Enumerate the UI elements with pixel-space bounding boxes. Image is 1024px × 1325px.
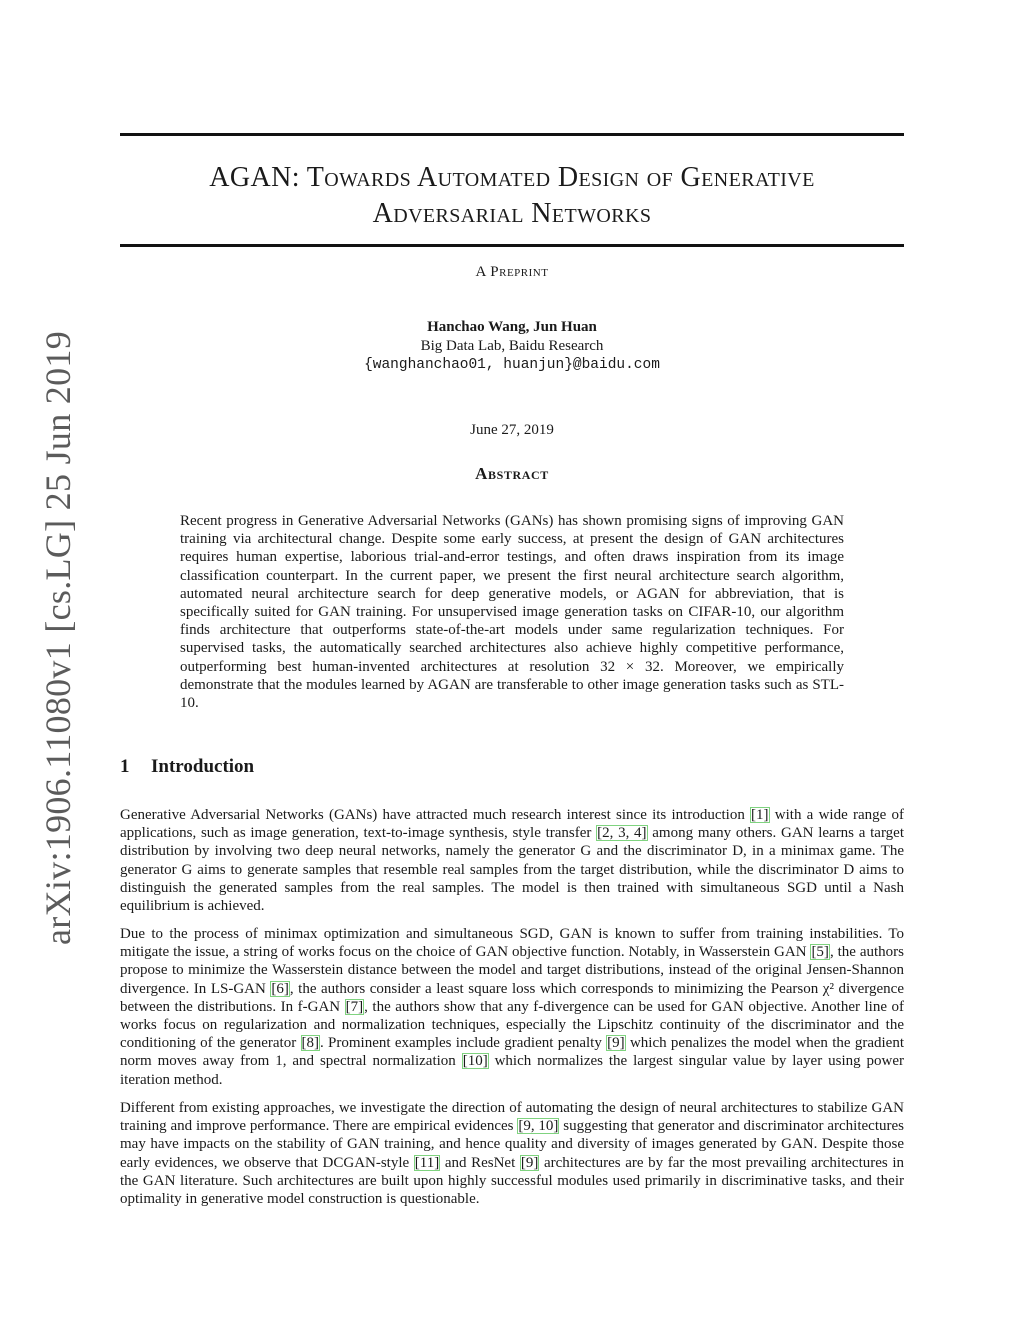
paragraph-text: . Prominent examples include gradient penalty xyxy=(320,1035,607,1052)
section-number: 1 xyxy=(120,756,130,777)
paragraph-text: , the authors show that any f-divergence can be used for GAN objective. Another line of works focus on regularization and normalization techniques, especially the Lipschitz continuity of the discriminator and the conditioning of the generator xyxy=(120,998,904,1052)
paper-date: June 27, 2019 xyxy=(470,422,554,438)
paragraph-text: architectures are by far the most prevailing architectures in the GAN literature. Such architectures are built upon highly successful modules used primarily in discriminative tasks, and their optimality in generative model construction is questionable. xyxy=(120,1154,904,1208)
paragraph-text: which penalizes the model when the gradient norm moves away from 1, and spectral normalization xyxy=(120,1035,905,1070)
paragraph-text: Generative Adversarial Networks (GANs) have attracted much research interest since its introduction xyxy=(120,807,751,823)
arxiv-identifier: arXiv:1906.11080v1 [cs.LG] 25 Jun 2019 xyxy=(38,331,78,945)
paragraph-text: Due to the process of minimax optimization and simultaneous SGD, GAN is known to suffer from training instabilities. To mitigate the issue, a string of works focus on the choice of GAN objective function. Notably, in Wasserstein GAN xyxy=(120,926,904,961)
intro-paragraph-2 xyxy=(120,925,904,1089)
paragraph-text: with a wide range of applications, such as image generation, text-to-image synthesis, style transfer xyxy=(120,807,904,842)
citation-link[interactable]: [11] xyxy=(414,1154,440,1171)
title-line-2: Adversarial Networks xyxy=(372,198,652,229)
section-heading-introduction xyxy=(120,756,254,778)
paragraph-text: , the authors propose to minimize the Wasserstein distance between the model and target distributions, instead of the original Jensen-Shannon divergence. In LS-GAN xyxy=(120,944,904,997)
citation-link[interactable]: [7] xyxy=(345,998,364,1015)
paper-title xyxy=(120,160,904,232)
citation-link[interactable]: [9, 10] xyxy=(518,1118,559,1135)
intro-paragraph-3 xyxy=(120,1099,904,1208)
section-title: Introduction xyxy=(151,756,255,777)
paragraph-text: Different from existing approaches, we investigate the direction of automating the design of neural architectures to stabilize GAN training and improve performance. There are empirical evidences xyxy=(120,1100,904,1135)
abstract-heading: Abstract xyxy=(475,464,549,483)
citation-link[interactable]: [6] xyxy=(271,980,289,997)
title-line-1: AGAN: Towards Automated Design of Generative xyxy=(209,162,815,193)
title-bottom-rule xyxy=(120,244,904,247)
author-block xyxy=(120,318,904,375)
title-top-rule xyxy=(120,133,904,136)
paragraph-text: which normalizes the largest singular value by layer using power iteration method. xyxy=(120,1053,904,1088)
citation-link[interactable]: [10] xyxy=(462,1053,488,1070)
preprint-label: A Preprint xyxy=(475,264,549,280)
author-email: {wanghanchao01, huanjun}@baidu.com xyxy=(364,357,660,373)
paragraph-text: among many others. GAN learns a target distribution by involving two deep neural networks, namely the generator G and the discriminator D, in a minimax game. The generator G aims to generate samples that resemble real samples from the target distribution, while the discriminator D aims to distinguish the generated samples from the real samples. The model is then trained with simultaneous SGD until a Nash equilibrium is achieved. xyxy=(120,825,904,915)
citation-link[interactable]: [8] xyxy=(301,1035,319,1052)
abstract-text: Recent progress in Generative Adversarial Networks (GANs) has shown promising signs of improving GAN training via architectural change. Despite some early success, at present the design of GAN architectures requires human expertise, laborious trial-and-error testings, and often draws inspiration from its image classification counterpart. In the current paper, we present the first neural architecture search algorithm, automated neural architecture search for deep generative models, or AGAN for abbreviation, that is specifically suited for GAN training. For unsupervised image generation tasks on CIFAR-10, our algorithm finds architecture that outperforms state-of-the-art models under same regularization techniques. For supervised tasks, the automatically searched architectures also achieve highly competitive performance, outperforming best human-invented architectures at resolution 32 × 32. Moreover, we empirically demonstrate that the modules learned by AGAN are transferable to other image generation tasks such as STL-10. xyxy=(180,513,844,712)
citation-link[interactable]: [1] xyxy=(751,807,769,823)
intro-paragraph-1 xyxy=(120,806,904,915)
citation-link[interactable]: [5] xyxy=(811,944,829,961)
citation-link[interactable]: [9] xyxy=(607,1035,625,1052)
citation-link[interactable]: [2, 3, 4] xyxy=(597,825,647,842)
author-names: Hanchao Wang, Jun Huan xyxy=(427,319,597,335)
author-affiliation: Big Data Lab, Baidu Research xyxy=(420,338,604,354)
paragraph-text: and ResNet xyxy=(440,1154,520,1171)
paragraph-text: , the authors consider a least square loss which corresponds to minimizing the Pearson χ² divergence between the distributions. In f-GAN xyxy=(120,980,905,1015)
citation-link[interactable]: [9] xyxy=(520,1154,539,1171)
paragraph-text: suggesting that generator and discriminator architectures may have impacts on the stability of GAN training, and hence quality and diversity of images generated by GAN. Despite those early evidences, we observe that DCGAN-style xyxy=(120,1118,904,1171)
